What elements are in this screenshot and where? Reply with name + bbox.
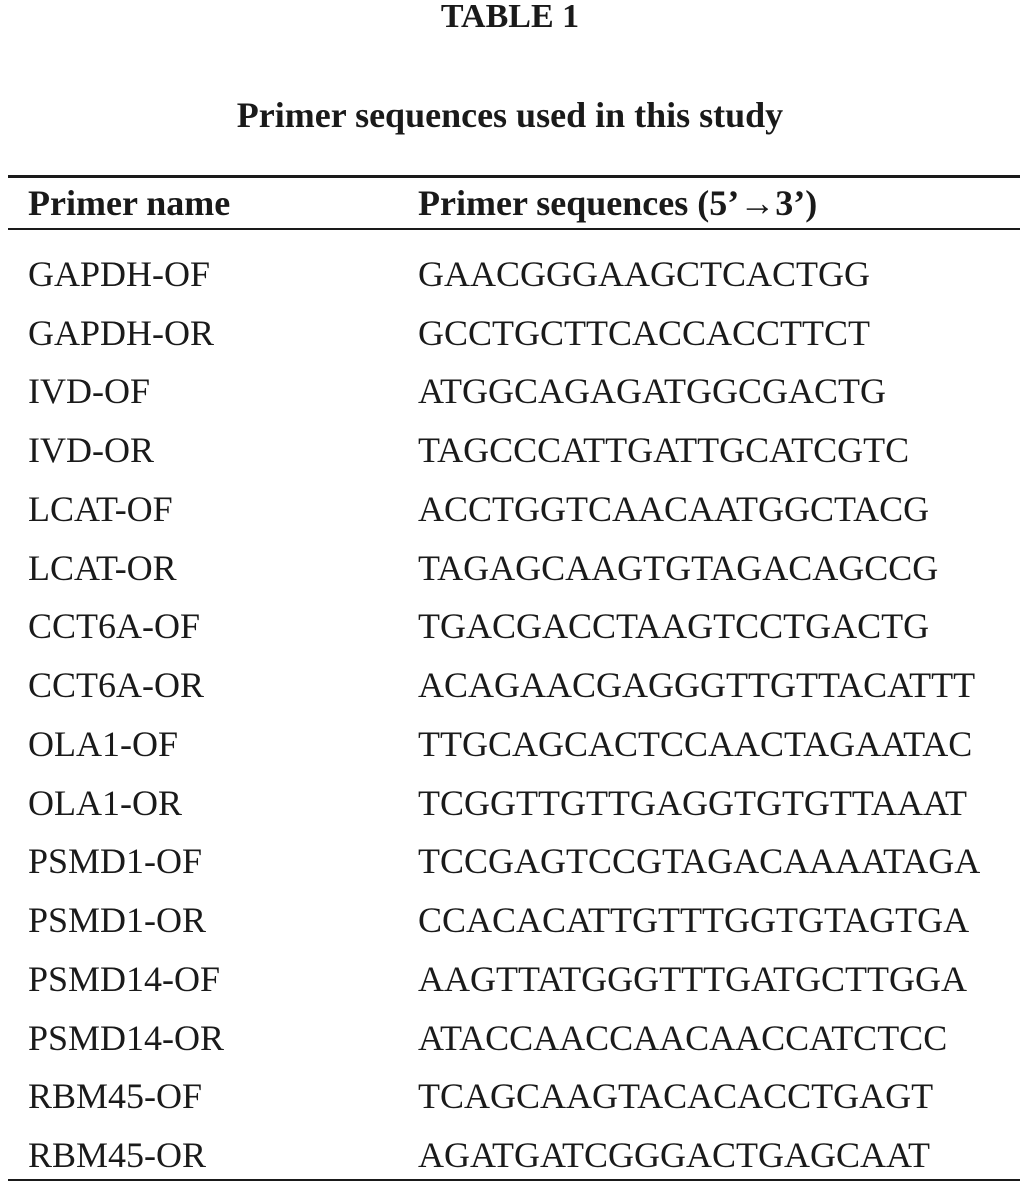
primer-name-cell: OLA1-OR <box>28 782 182 823</box>
primer-name-cell: PSMD14-OR <box>28 1017 225 1058</box>
table-header-row <box>0 185 1020 221</box>
header-rule <box>8 228 1020 230</box>
primer-name-cell: CCT6A-OR <box>28 665 205 706</box>
table-row <box>0 1008 1020 1067</box>
primer-name-cell: GAPDH-OF <box>28 253 211 294</box>
table-row <box>0 245 1020 304</box>
primer-sequence-cell: GCCTGCTTCACCACCTTCT <box>418 312 871 353</box>
primer-name-cell: PSMD14-OF <box>28 958 221 999</box>
table-row <box>0 773 1020 832</box>
bottom-rule <box>8 1179 1020 1181</box>
table-label: TABLE 1 <box>440 0 580 35</box>
table-row <box>0 421 1020 480</box>
primer-name-cell: LCAT-OF <box>28 488 173 529</box>
primer-sequence-cell: ACCTGGTCAACAATGGCTACG <box>418 488 930 529</box>
table-row <box>0 597 1020 656</box>
primer-name-cell: CCT6A-OF <box>28 606 201 647</box>
primer-sequence-cell: TGACGACCTAAGTCCTGACTG <box>418 606 930 647</box>
table-row <box>0 362 1020 421</box>
primer-name-cell: PSMD1-OR <box>28 900 207 941</box>
table-body <box>0 245 1020 1174</box>
table-row <box>0 480 1020 539</box>
primer-name-cell: IVD-OF <box>28 371 150 412</box>
table-row <box>0 656 1020 715</box>
primer-name-cell: RBM45-OF <box>28 1076 203 1117</box>
primer-sequence-cell: ATGGCAGAGATGGCGACTG <box>418 371 886 412</box>
primer-sequence-cell: TCGGTTGTTGAGGTGTGTTAAAT <box>418 782 968 823</box>
primer-sequence-cell: ACAGAACGAGGGTTGTTACATTT <box>418 665 976 706</box>
primer-sequence-cell: TTGCAGCACTCCAACTAGAATAC <box>418 723 973 764</box>
primer-name-cell: OLA1-OF <box>28 723 178 764</box>
primer-sequence-cell: TAGAGCAAGTGTAGACAGCCG <box>418 547 939 588</box>
table-row <box>0 303 1020 362</box>
primer-sequence-cell: AAGTTATGGGTTTGATGCTTGGA <box>418 958 968 999</box>
table-caption: Primer sequences used in this study <box>236 95 784 135</box>
primer-sequence-cell: TCCGAGTCCGTAGACAAAATAGA <box>418 841 981 882</box>
table-row <box>0 891 1020 950</box>
column-header-primer-name: Primer name <box>28 183 231 223</box>
table-row <box>0 538 1020 597</box>
primer-name-cell: GAPDH-OR <box>28 312 215 353</box>
table-row <box>0 715 1020 774</box>
table-row <box>0 832 1020 891</box>
column-header-primer-sequence: Primer sequences (5’→3’) <box>418 183 818 223</box>
primer-sequence-cell: CCACACATTGTTTGGTGTAGTGA <box>418 900 970 941</box>
primer-sequence-cell: GAACGGGAAGCTCACTGG <box>418 253 871 294</box>
table-row <box>0 1126 1020 1174</box>
primer-sequence-cell: AGATGATCGGGACTGAGCAAT <box>418 1135 930 1176</box>
top-rule <box>8 175 1020 178</box>
primer-sequence-cell: TCAGCAAGTACACACCTGAGT <box>418 1076 934 1117</box>
primer-name-cell: IVD-OR <box>28 430 154 471</box>
primer-name-cell: RBM45-OR <box>28 1135 207 1176</box>
table-row <box>0 1067 1020 1126</box>
primer-name-cell: PSMD1-OF <box>28 841 203 882</box>
primer-sequence-cell: TAGCCCATTGATTGCATCGTC <box>418 430 910 471</box>
table-row <box>0 950 1020 1009</box>
primer-name-cell: LCAT-OR <box>28 547 177 588</box>
primer-sequence-cell: ATACCAACCAACAACCATCTCC <box>418 1017 948 1058</box>
